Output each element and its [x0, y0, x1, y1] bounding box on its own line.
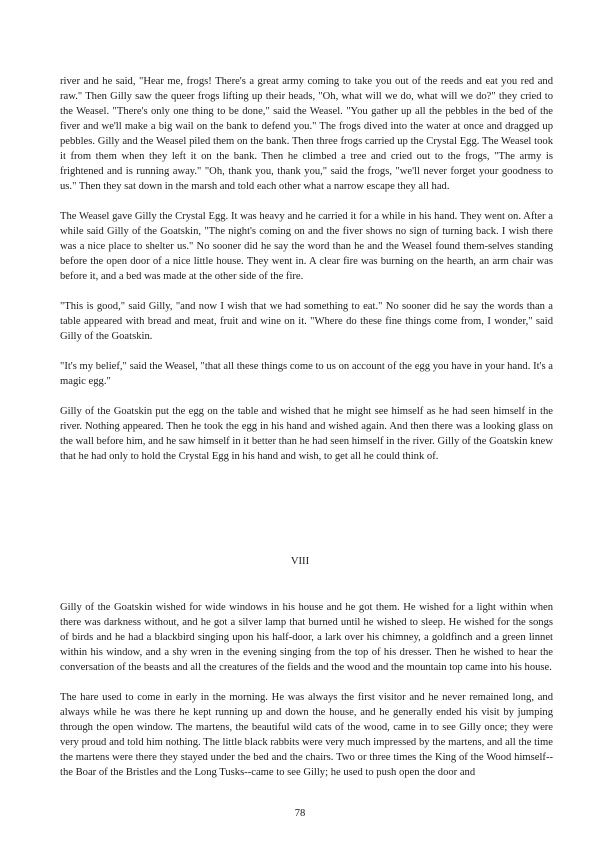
paragraph: "This is good," said Gilly, "and now I wish that we had something to eat." No sooner did he say the words than a table appeared with bread and meat, fruit and wine on it. "Where do these fine things come from, I wonder," said Gilly of the Goatskin.: [60, 301, 553, 342]
paragraph: river and he said, "Hear me, frogs! There's a great army coming to take you out of the reeds and eat you red and raw." Then Gilly saw the queer frogs lifting up their heads, "Oh, what will we do, what will we do?" they cried to the Weasel. "There's only one thing to be done," said the Weasel. "You gather up all the pebbles in the bed of the fiver and we'll make a big wail on the bank to defend you." The frogs dived into the water at once and dragged up pebbles. Gilly and the Weasel piled them on the bank. Then three frogs carried up the Crystal Egg. The Weasel took it from them when they left it on the bank. Then he climbed a tree and cried out to the frogs, "The army is frightened and is running away." "Oh, thank you, thank you," said the frogs, "we'll never forget your goodness to us." Then they sat down in the marsh and told each other what a narrow escape they all had.: [60, 76, 553, 192]
page-body-bottom: [60, 600, 553, 795]
page-number: 78: [294, 808, 306, 819]
paragraph: The Weasel gave Gilly the Crystal Egg. It was heavy and he carried it for a while in his hand. They went on. After a while said Gilly of the Goatskin, "The night's coming on and the fiver shows no sign of turning back. I wish there was a nice place to shelter us." No sooner did he say the word than he and the Weasel found them-selves standing before the open door of a nice little house. They went in. A clear fire was burning on the hearth, an arm chair was before it, and a bed was made at the other side of the fire.: [60, 211, 553, 282]
paragraph: Gilly of the Goatskin put the egg on the table and wished that he might see himself as he had seen himself in the river. Nothing appeared. Then he took the egg in his hand and wished again. And then there was a looking glass on the wall before him, and he saw himself in it better than he had seen himself in the river. Gilly of the Goatskin knew that he had only to hold the Crystal Egg in his hand and wish, to get all he could think of.: [60, 406, 553, 462]
paragraph: "It's my belief," said the Weasel, "that all these things come to us on account of the egg you have in your hand. It's a magic egg.": [60, 361, 553, 387]
paragraph: The hare used to come in early in the morning. He was always the first visitor and he never remained long, and always while he was there he kept running up and down the house, and he generally ended his visit by jumping through the open window. The martens, the beautiful wild cats of the wood, came in to see Gilly once; they were very proud and told him nothing. The little black rabbits were very much impressed by the martens, and all the time the martens were there they stayed under the bed and the chairs. Two or three times the King of the Wood himself--the Boar of the Bristles and the Long Tusks--came to see Gilly; he used to push open the door and: [60, 692, 553, 778]
chapter-heading: VIII: [290, 556, 310, 567]
paragraph: Gilly of the Goatskin wished for wide windows in his house and he got them. He wished for a light within when there was darkness without, and he got a silver lamp that burned until he wished to sleep. He wished for the songs of birds and he had a blackbird singing upon his half-door, a lark over his chimney, a goldfinch and a green linnet within his window, and a shy wren in the evening singing from the top of his dresser. Then he wished to hear the conversation of the beasts and all the creatures of the fields and the wood and the mountain top came into his house.: [60, 602, 553, 673]
page-body-top: [60, 74, 553, 479]
